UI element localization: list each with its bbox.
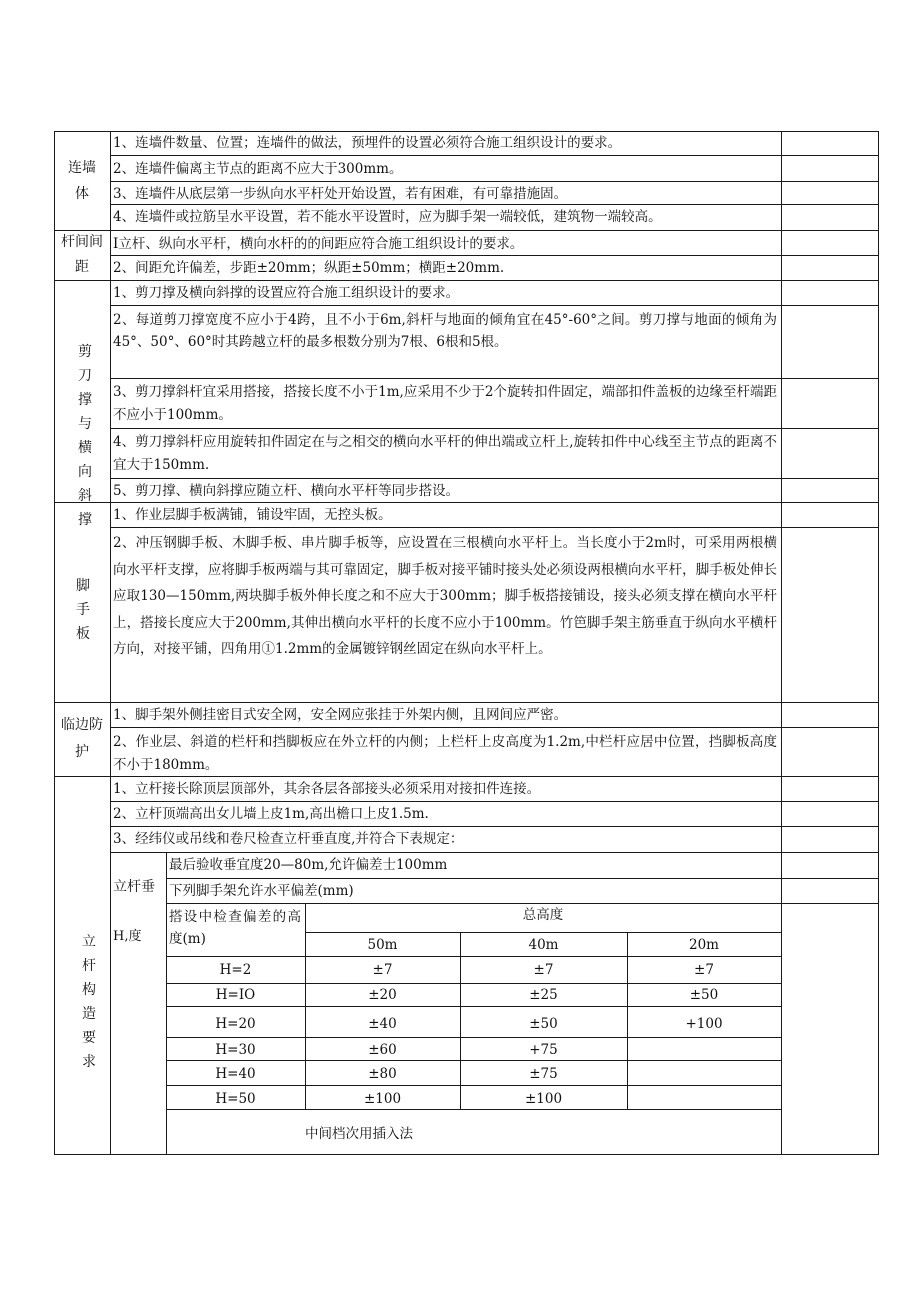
requirement-item: I立杆、纵向水平杆，横向水杆的的间距应符合施工组织设计的要求。 [113, 236, 524, 252]
rule [781, 131, 782, 1155]
rule [110, 181, 879, 182]
table-cell: H=IO [215, 987, 256, 1003]
rule [54, 131, 879, 132]
column-header: 50m [367, 937, 398, 953]
rule [54, 1154, 879, 1155]
rule [110, 428, 879, 429]
rule [110, 727, 879, 728]
rule [110, 255, 879, 256]
column-header: 40m [528, 937, 559, 953]
requirement-item: 3、剪刀撑斜杆宜采用搭接，搭接长度不小于1m,应采用不少于2个旋转扣件固定，端部扣件盖板的边缘至杆端距不应小于100mm。 [113, 384, 777, 423]
rule [110, 852, 879, 853]
requirement-item: 4、连墙件或拉筋呈水平设置，若不能水平设置时，应为脚手架一端较低，建筑物一端较高。 [113, 209, 662, 225]
rule [110, 801, 879, 802]
requirement-item: 1、脚手架外侧挂密目式安全网，安全网应张挂于外架内侧，且网间应严密。 [113, 707, 568, 723]
category-label: 脚手板 [76, 578, 90, 642]
rule [110, 527, 879, 528]
total-height-header: 总高度 [522, 907, 564, 923]
rule [54, 230, 879, 231]
rule [166, 1006, 781, 1007]
rule [54, 502, 879, 503]
sub-label: H,度 [113, 929, 142, 944]
table-cell: ±50 [529, 1016, 558, 1032]
requirement-item: 1、连墙件数量、位置；连墙件的做法，预埋件的设置必须符合施工组织设计的要求。 [113, 135, 622, 151]
requirement-item: 2、立杆顶端高出女儿墙上皮1m,高出檐口上皮1.5m. [113, 806, 429, 822]
rule [110, 204, 879, 205]
table-cell: ±7 [372, 962, 393, 978]
requirement-item: 2、连墙件偏离主节点的距离不应大于300mm。 [113, 161, 403, 177]
category-label: 立杆构造要求 [82, 934, 100, 1070]
rule [110, 305, 879, 306]
rule [110, 131, 111, 1155]
table-cell: H=20 [215, 1016, 256, 1032]
table-cell: ±40 [368, 1016, 397, 1032]
rule [878, 131, 879, 1155]
requirement-item: 1、作业层脚手板满铺，铺设牢固，无控头板。 [113, 507, 392, 523]
final-tolerance: 最后验收垂宜度20—80m,允许偏差士100mm [169, 857, 448, 873]
table-cell: H=40 [215, 1066, 256, 1082]
table-cell: H=2 [219, 962, 252, 978]
requirement-item: 2、间距允许偏差，步距±20mm；纵距±50mm；横距±20mm. [113, 260, 505, 276]
requirement-item: 2、冲压钢脚手板、木脚手板、串片脚手板等，应设置在三根横向水平杆上。当长度小于2m时，可采用两根横向水平杆支撑，应将脚手板两端与其可靠固定，脚手板对接平铺时接头处必须设两根横向水平杆，脚手板处伸长应取130—150mm,两块脚手板外伸长度之和不应大于300mm；脚手板搭接铺设，接头必须支撑在横向水平杆上，搭接长度应大于200mm,其伸出横向水平杆的长度不应小于100mm。竹笆脚手架主筋垂直于纵向水平横杆方向，对接平铺，四角用①1.2mm的金属镀锌钢丝固定在纵向水平杆上。 [113, 535, 777, 657]
rule [305, 932, 781, 933]
table-cell: ±25 [529, 987, 558, 1003]
rule [54, 131, 55, 1155]
requirement-item: 3、连墙件从底层第一步纵向水平杆处开始设置，若有困难，有可靠措施固。 [113, 186, 568, 202]
rule [166, 1109, 781, 1110]
table-cell: H=50 [215, 1091, 256, 1107]
table-cell: ±50 [689, 987, 719, 1003]
requirement-item: 3、经纬仪或吊线和卷尺检查立杆垂直度,并符合下表规定： [113, 831, 464, 847]
rule [166, 1085, 781, 1086]
table-cell: ±100 [363, 1091, 402, 1107]
requirement-item: 4、剪刀撑斜杆应用旋转扣件固定在与之相交的横向水平杆的伸出端或立杆上,旋转扣件中心线至主节点的距离不宜大于150mm. [113, 434, 777, 473]
rule [54, 280, 879, 281]
rule [110, 155, 879, 156]
table-cell: H=30 [215, 1042, 256, 1058]
category-label: 连墙体 [68, 160, 96, 202]
column-header: 20m [689, 937, 719, 953]
rule [110, 826, 879, 827]
table-cell: ±75 [529, 1066, 558, 1082]
rule [110, 478, 879, 479]
requirement-item: 5、剪刀撑、横向斜撑应随立杆、横向水平杆等同步搭设。 [113, 483, 460, 499]
table-cell: ±20 [368, 987, 397, 1003]
rule [166, 956, 781, 957]
rule [166, 878, 879, 879]
table-cell: ±7 [694, 962, 714, 978]
table-footnote: 中间档次用插入法 [305, 1126, 413, 1142]
rule [54, 702, 879, 703]
table-cell: ±80 [368, 1066, 397, 1082]
rule [166, 983, 781, 984]
table-cell: +75 [529, 1042, 558, 1058]
table-caption: 下列脚手架允许水平偏差(mm) [169, 883, 354, 899]
requirement-item: 2、每道剪刀撑宽度不应小于4跨，且不小于6m,斜杆与地面的倾角宜在45°-60°之间。剪刀撑与地面的倾角为45°、50°、60°时其跨越立杆的最多根数分别为7根、6根和5根。 [113, 312, 777, 350]
table-cell: ±100 [524, 1091, 563, 1107]
table-cell: +100 [685, 1016, 723, 1032]
table-cell: ±7 [533, 962, 554, 978]
rule [166, 903, 879, 904]
requirement-item: 2、作业层、斜道的栏杆和挡脚板应在外立杆的内侧；上栏杆上皮高度为1.2m,中栏杆应居中位置，挡脚板高度不小于180mm。 [113, 734, 777, 773]
sub-label: 立杆垂 [113, 879, 155, 895]
rule [166, 1060, 781, 1061]
category-label: 临边防护 [61, 717, 103, 760]
rule [166, 1037, 781, 1038]
row-header: 搭设中检查偏差的高度(m) [169, 909, 301, 947]
requirement-item: 1、立杆接长除顶层顶部外，其余各层各部接头必须采用对接扣件连接。 [113, 781, 541, 797]
category-label: 剪刀撑与横向斜撑 [78, 344, 102, 528]
rule [110, 378, 879, 379]
table-cell: ±60 [368, 1042, 397, 1058]
category-label: 杆间间距 [61, 234, 103, 275]
requirement-item: 1、剪刀撑及横向斜撑的设置应符合施工组织设计的要求。 [113, 285, 460, 301]
